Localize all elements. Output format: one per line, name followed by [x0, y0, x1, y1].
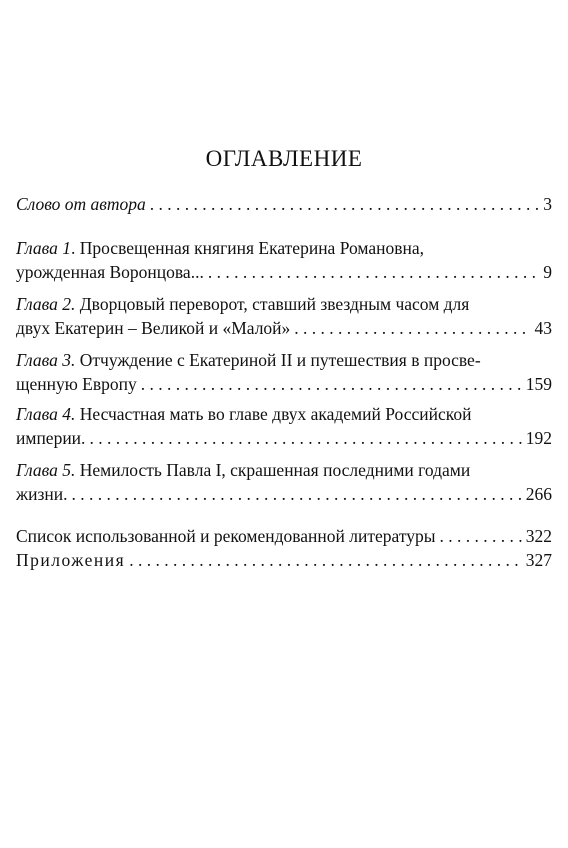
toc-entry-continuation-line — [16, 482, 552, 506]
toc-entry-line — [16, 192, 552, 216]
toc-entry-chapter-1 — [16, 236, 552, 284]
toc-entry-bibliography — [16, 524, 552, 548]
chapter-title: Несчастная мать во главе двух академий Российской — [79, 404, 472, 424]
chapter-label: Глава 3. — [16, 350, 76, 370]
page-number: 192 — [525, 428, 552, 448]
chapter-label: Глава 5. — [16, 460, 76, 480]
chapter-title-continuation: урожденная Воронцова... — [16, 262, 204, 282]
toc-entry-continuation-line — [16, 260, 552, 284]
toc-entry-heading-line — [16, 292, 552, 316]
toc-entry-line — [16, 548, 552, 572]
toc-entry-heading-line — [16, 348, 552, 372]
dot-leader — [440, 524, 522, 548]
toc-entry-chapter-5 — [16, 458, 552, 506]
chapter-title-continuation: жизни. — [16, 484, 68, 504]
page-number: 9 — [543, 262, 552, 282]
chapter-label: Глава 4. — [16, 404, 76, 424]
entry-label: Слово от автора — [16, 194, 146, 214]
page-number: 322 — [525, 526, 552, 546]
chapter-title-continuation: двух Екатерин – Великой и «Малой» — [16, 318, 291, 338]
dot-leader — [129, 548, 522, 572]
entry-label: Приложения — [16, 550, 126, 570]
toc-entry-appendices — [16, 548, 552, 572]
dot-leader — [208, 260, 539, 284]
dot-leader — [141, 372, 522, 396]
chapter-label: Глава 1 — [16, 238, 71, 258]
chapter-title-continuation: щенную Европу — [16, 374, 137, 394]
toc-entry-continuation-line — [16, 316, 552, 340]
chapter-title: Дворцовый переворот, ставший звездным часом для — [79, 294, 470, 314]
chapter-title-continuation: империи. — [16, 428, 86, 448]
toc-entry-heading-line — [16, 458, 552, 482]
page-number: 159 — [525, 374, 552, 394]
entry-label: Список использованной и рекомендованной литературы — [16, 526, 436, 546]
page-number: 3 — [543, 194, 552, 214]
dot-leader — [71, 482, 521, 506]
toc-entry-heading-line — [16, 402, 552, 426]
toc-entry-chapter-2 — [16, 292, 552, 340]
page-number: 327 — [525, 550, 552, 570]
chapter-title: Отчуждение с Екатериной II и путешествия в просве- — [79, 350, 481, 370]
toc-entry-chapter-4 — [16, 402, 552, 450]
page-title: ОГЛАВЛЕНИЕ — [205, 146, 363, 171]
dot-leader — [294, 316, 530, 340]
toc-entry-foreword — [16, 192, 552, 216]
dot-leader — [89, 426, 521, 450]
toc-entry-heading-line — [16, 236, 552, 260]
dot-leader — [150, 192, 539, 216]
page-number: 43 — [534, 318, 552, 338]
chapter-label: Глава 2. — [16, 294, 76, 314]
chapter-title: Немилость Павла I, скрашенная последними годами — [79, 460, 471, 480]
page-number: 266 — [525, 484, 552, 504]
chapter-title: . Просвещенная княгиня Екатерина Романовна, — [70, 238, 425, 258]
toc-entry-chapter-3 — [16, 348, 552, 396]
toc-entry-continuation-line — [16, 372, 552, 396]
toc-entry-continuation-line — [16, 426, 552, 450]
toc-entry-line — [16, 524, 552, 548]
